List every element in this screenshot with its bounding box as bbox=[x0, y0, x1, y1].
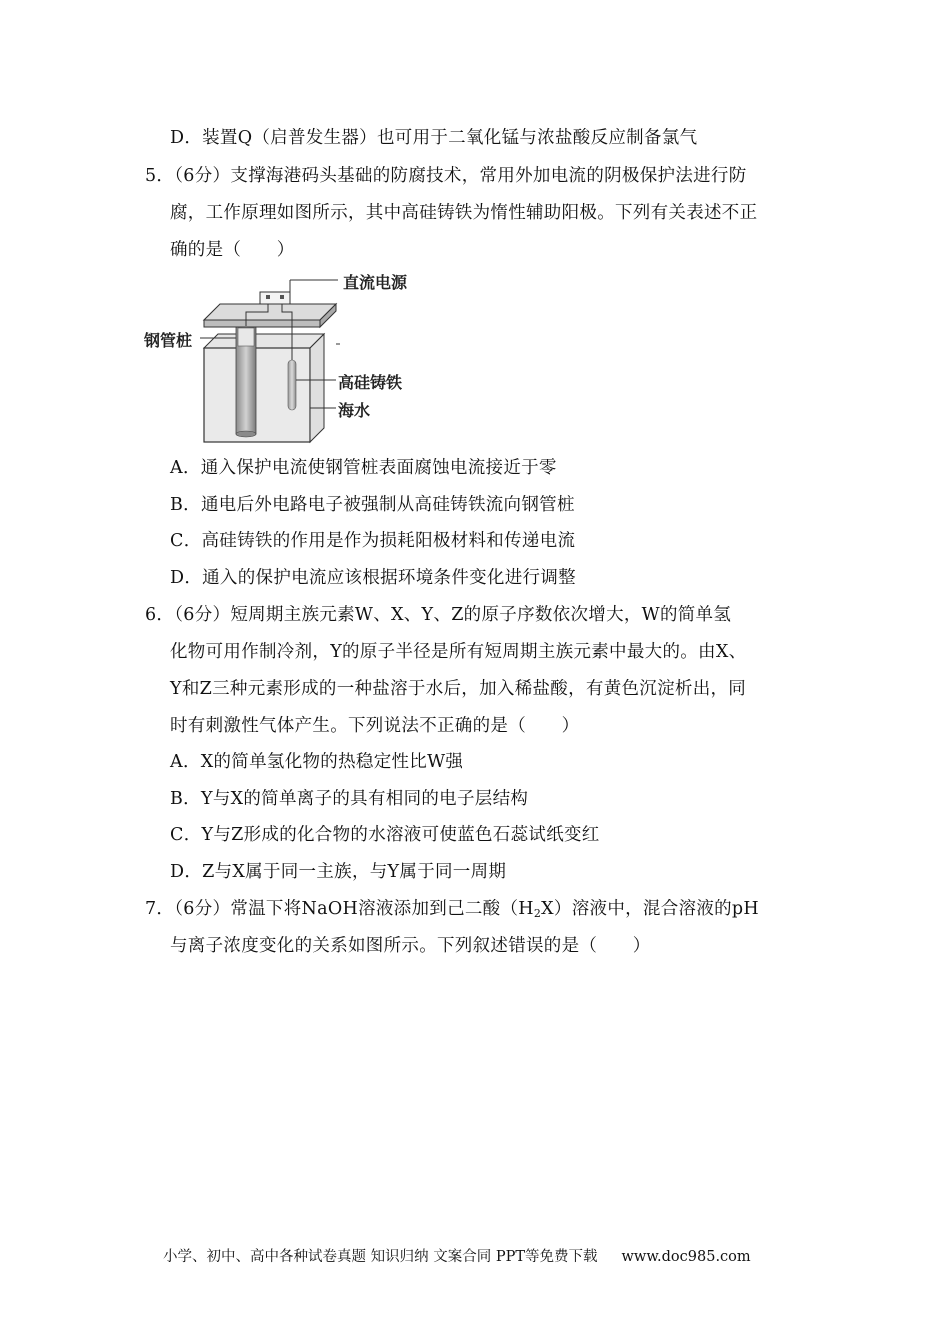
q6-stem-line-4: 时有刺激性气体产生。下列说法不正确的是（ ） bbox=[170, 716, 580, 736]
q6-option-c: C．Y与Z形成的化合物的水溶液可使蓝色石蕊试纸变红 bbox=[170, 825, 600, 845]
top-plate bbox=[204, 304, 336, 327]
q6-option-b: B．Y与X的简单离子的具有相同的电子层结构 bbox=[170, 789, 529, 809]
q6-stem-line-3: Y和Z三种元素形成的一种盐溶于水后，加入稀盐酸，有黄色沉淀析出，同 bbox=[170, 679, 747, 699]
q6-option-d: D．Z与X属于同一主族，与Y属于同一周期 bbox=[170, 862, 507, 882]
q7-stem-line-2: 与离子浓度变化的关系如图所示。下列叙述错误的是（ ） bbox=[170, 936, 651, 956]
q6-stem-line-2: 化物可用作制冷剂，Y的原子半径是所有短周期主族元素中最大的。由X、 bbox=[170, 642, 747, 662]
label-seawater: 海水 bbox=[338, 401, 371, 420]
footer-url[interactable]: www.doc985.com bbox=[621, 1249, 751, 1265]
label-dc-power: 直流电源 bbox=[343, 273, 408, 292]
q5-stem-line-1: 5．（6分）支撑海港码头基础的防腐技术，常用外加电流的阴极保护法进行防 bbox=[145, 166, 747, 186]
q5-stem-line-3: 确的是（ ） bbox=[170, 240, 295, 260]
q5-option-c: C．高硅铸铁的作用是作为损耗阳极材料和传递电流 bbox=[170, 531, 576, 551]
q6-stem-line-1: 6．（6分）短周期主族元素W、X、Y、Z的原子序数依次增大，W的简单氢 bbox=[145, 605, 732, 625]
seawater-tank bbox=[204, 334, 324, 442]
anode-rod bbox=[288, 360, 296, 410]
q5-option-d: D．通入的保护电流应该根据环境条件变化进行调整 bbox=[170, 568, 576, 588]
q7-stem-line-1 bbox=[145, 897, 759, 926]
q7-text-part-2: X）溶液中，混合溶液的pH bbox=[541, 899, 759, 919]
q5-option-b: B．通电后外电路电子被强制从高硅铸铁流向钢管桩 bbox=[170, 495, 575, 515]
q7-subscript: 2 bbox=[533, 907, 542, 920]
steel-pile bbox=[236, 326, 256, 437]
dc-power-box bbox=[260, 292, 290, 304]
q5-stem-line-2: 腐，工作原理如图所示，其中高硅铸铁为惰性辅助阳极。下列有关表述不正 bbox=[170, 203, 758, 223]
cathodic-protection-figure bbox=[140, 268, 408, 446]
label-steel-pile: 钢管桩 bbox=[144, 331, 193, 350]
q6-option-a: A．X的简单氢化物的热稳定性比W强 bbox=[170, 752, 464, 772]
q7-text-part-1: 7．（6分）常温下将NaOH溶液添加到己二酸（H bbox=[145, 899, 534, 919]
page-footer bbox=[163, 1245, 751, 1266]
footer-text: 小学、初中、高中各种试卷真题 知识归纳 文案合同 PPT等免费下载 bbox=[163, 1249, 598, 1265]
q5-option-a: A．通入保护电流使钢管桩表面腐蚀电流接近于零 bbox=[170, 458, 557, 478]
label-high-silicon-iron: 高硅铸铁 bbox=[338, 373, 403, 392]
q4-option-d: D．装置Q（启普发生器）也可用于二氧化锰与浓盐酸反应制备氯气 bbox=[170, 128, 698, 148]
